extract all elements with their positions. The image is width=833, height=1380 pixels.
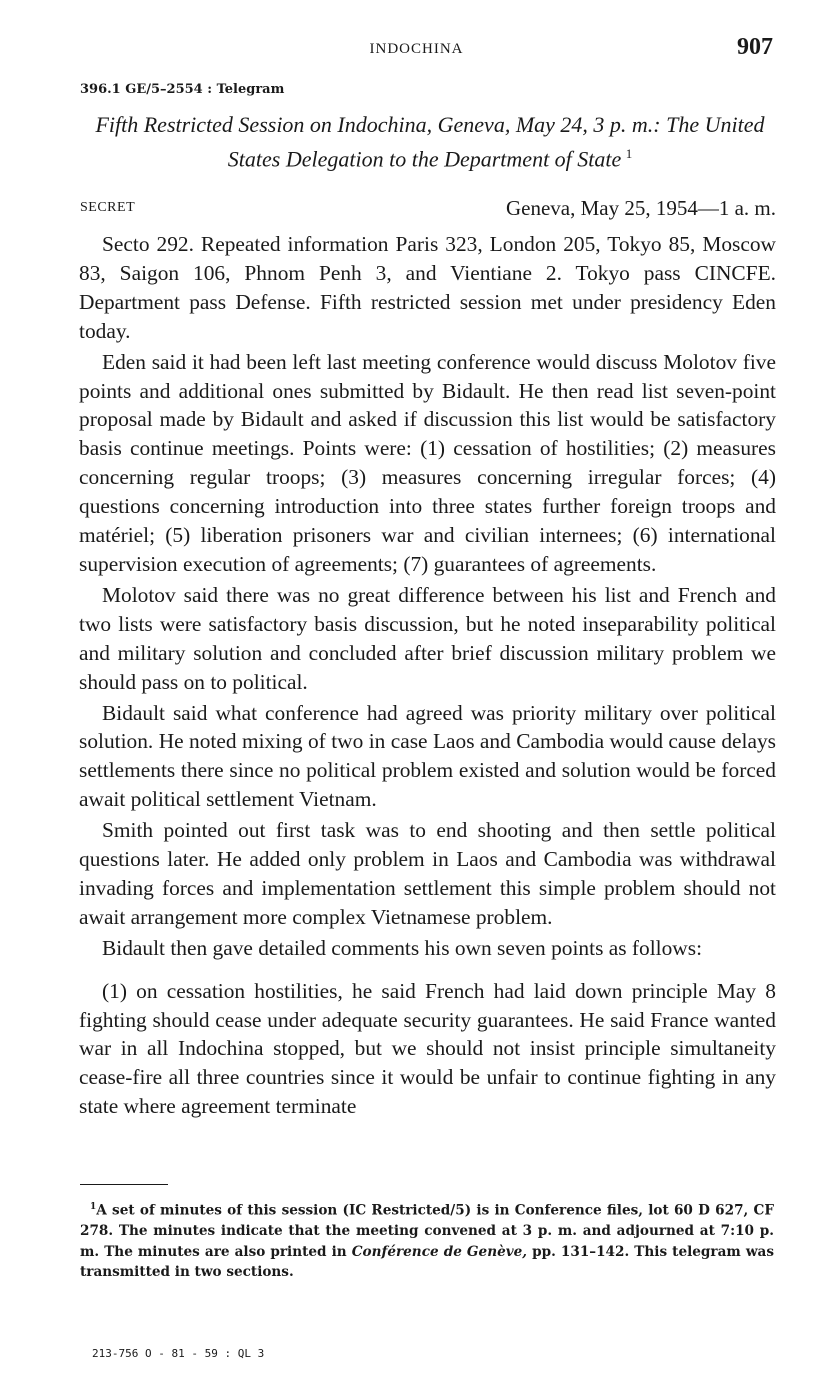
telegram-body [79,230,776,1121]
footnote-text: A set of minutes of this session (IC Restricted/5) is in Conference files, lot 60 D 627, CF 278. The minutes indicate that the meeting convened at 3 p. m. and adjourned at 7:10 p. m. The minutes are also printed in [80,1202,774,1260]
footnote-marker: 1 [90,1202,97,1212]
page-number: 907 [737,34,773,60]
footnote-rule [80,1184,168,1185]
title-footnote-marker: 1 [625,146,633,161]
body-paragraph: Bidault then gave detailed comments his own seven points as follows: [102,935,703,960]
dateline: Geneva, May 25, 1954—1 a. m. [505,196,776,220]
body-paragraph: Molotov said there was no great difference between his list and French and two lists were satisfactory basis discussion, but he noted inseparability political and military solution and concluded after brief discussion military problem we should pass on to political. [79,582,776,694]
body-paragraph: Secto 292. Repeated information Paris 323, London 205, Tokyo 85, Moscow 83, Saigon 106, Phnom Penh 3, and Vientiane 2. Tokyo pass CINCFE. Department pass Defense. Fifth restricted session met under presidency Eden today. [79,232,776,343]
file-id: 396.1 GE/5–2554 : Telegram [80,82,285,97]
body-paragraph: Bidault said what conference had agreed was priority military over political solution. He noted mixing of two in case Laos and Cambodia would cause delays settlements there since no political problem existed and solution would be forced await political settlement Vietnam. [79,700,776,812]
body-paragraph: Eden said it had been left last meeting conference would discuss Molotov five points and additional ones submitted by Bidault. He then read list seven-point proposal made by Bidault and asked if discussion this list would be satisfactory basis continue meetings. Points were: (1) cessation of hostilities; (2) measures concerning regular troops; (3) measures concerning irregular forces; (4) questions concerning introduction into three states further foreign troops and matériel; (5) liberation prisoners war and civilian internees; (6) international supervision execution of agreements; (7) guarantees of agreements. [79,349,776,576]
body-paragraph: Smith pointed out first task was to end shooting and then settle political questions later. He added only problem in Laos and Cambodia was withdrawal invading forces and implementation settlement this simple problem should not await arrangement more complex Vietnamese problem. [79,818,776,929]
footnote-publication-title: Conférence de Genève, [351,1243,528,1260]
document-title [80,110,780,173]
print-code: 213-756 O - 81 - 59 : QL 3 [92,1347,265,1360]
footnote-text-end: pp. 131–142. This telegram was transmitted in two sections. [80,1243,775,1281]
classification-label: SECRET [80,200,136,215]
document-title-text: Fifth Restricted Session on Indochina, Geneva, May 24, 3 p. m.: The United States Delegation to the Department of State [95,112,765,172]
running-title: INDOCHINA [369,41,464,57]
body-paragraph: (1) on cessation hostilities, he said French had laid down principle May 8 fighting should cease under adequate security guarantees. He said France wanted war in all Indochina stopped, but we should not insist principle simultaneity cease-fire all three countries since it would be unfair to continue fighting in any state where agreement terminate [79,978,776,1119]
footnote [80,1197,774,1283]
running-head [0,34,833,70]
